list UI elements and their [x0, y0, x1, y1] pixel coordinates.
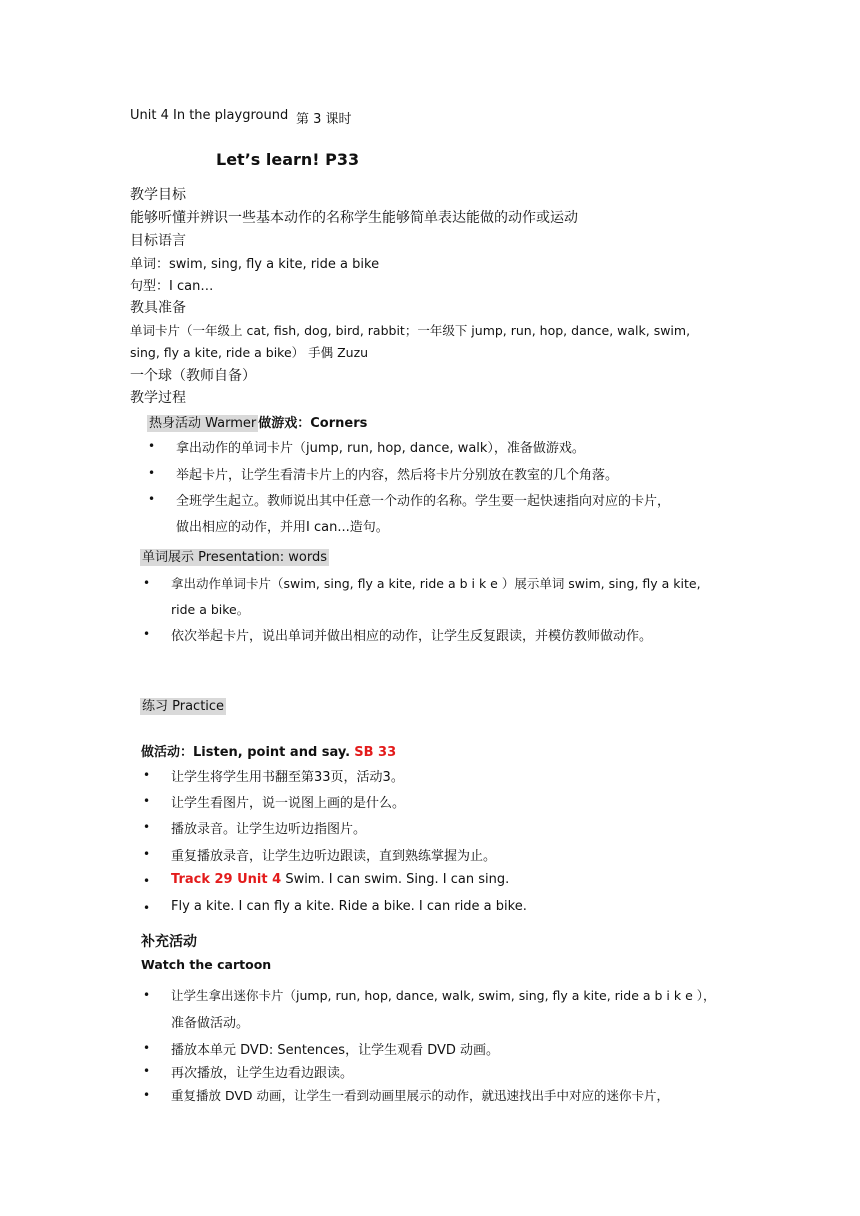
bullet: •: [143, 988, 151, 1002]
warmer-heading: [147, 412, 367, 431]
extra-step-4: 重复播放 DVD 动画，让学生一看到动画里展示的动作，就迅速找出手中对应的迷你卡片，: [171, 1088, 670, 1103]
bullet: •: [143, 576, 151, 590]
practice-step-3: 播放录音。让学生边听边指图片。: [171, 822, 367, 837]
warmer-step-2: 举起卡片，让学生看清卡片上的内容，然后将卡片分别放在教室的几个角落。: [176, 468, 619, 483]
extra-subheading: Watch the cartoon: [141, 957, 272, 972]
pattern-line: [130, 275, 213, 294]
unit-title: Unit 4 In the playground: [130, 108, 289, 123]
objectives-heading: 教学目标: [130, 187, 186, 203]
page-title: Let’s learn! P33: [216, 150, 360, 169]
words-value: swim, sing, fly a kite, ride a bike: [169, 257, 380, 272]
extra-step-1a: 让学生拿出迷你卡片（jump, run, hop, dance, walk, swim, sing, fly a kite, ride a b i k e ），: [171, 988, 716, 1003]
lesson-number: 第 3 课时: [296, 112, 352, 127]
bullet: •: [143, 820, 151, 834]
bullet: •: [143, 847, 151, 861]
presentation-step-1a: 拿出动作单词卡片（swim, sing, fly a kite, ride a b i k e ）展示单词 swim, sing, fly a kite,: [171, 576, 701, 591]
warmer-step-3b: 做出相应的动作，并用I can...造句。: [176, 520, 389, 535]
bullet: •: [143, 1088, 151, 1102]
warmer-game: 做游戏：Corners: [258, 416, 368, 431]
bullet: •: [143, 794, 151, 808]
practice-step-4: 重复播放录音，让学生边听边跟读，直到熟练掌握为止。: [171, 849, 497, 864]
practice-label: 练习 Practice: [142, 699, 225, 714]
activity-label: 做活动：Listen, point and say.: [141, 745, 351, 760]
practice-track-line: [171, 872, 509, 887]
pattern-label: 句型：: [130, 279, 170, 294]
presentation-heading: [140, 546, 329, 565]
practice-heading: [140, 695, 226, 714]
practice-step-6: Fly a kite. I can fly a kite. Ride a bike. I can ride a bike.: [171, 899, 527, 914]
extra-step-3: 再次播放，让学生边看边跟读。: [171, 1066, 354, 1081]
activity-reference: SB 33: [354, 745, 397, 760]
materials-line-1: 单词卡片（一年级上 cat, fish, dog, bird, rabbit；一年级下 jump, run, hop, dance, walk, swim,: [130, 323, 691, 338]
materials-heading: 教具准备: [130, 300, 186, 316]
process-heading: 教学过程: [130, 390, 186, 406]
words-line: [130, 253, 379, 272]
practice-step-2: 让学生看图片，说一说图上画的是什么。: [171, 796, 406, 811]
objectives-text: 能够听懂并辨识一些基本动作的名称学生能够简单表达能做的动作或运动: [130, 210, 578, 226]
bullet: •: [143, 874, 151, 888]
bullet: •: [148, 492, 156, 506]
pattern-value: I can…: [169, 279, 214, 294]
bullet: •: [143, 1041, 151, 1055]
bullet: •: [148, 439, 156, 453]
words-label: 单词：: [130, 257, 170, 272]
materials-line-3: 一个球（教师自备）: [130, 368, 256, 384]
bullet: •: [148, 466, 156, 480]
bullet: •: [143, 768, 151, 782]
presentation-step-1b: ride a bike。: [171, 602, 250, 617]
practice-step-1: 让学生将学生用书翻至第33页，活动3。: [171, 770, 404, 785]
warmer-step-3a: 全班学生起立。教师说出其中任意一个动作的名称。学生要一起快速指向对应的卡片，: [176, 494, 671, 509]
warmer-label: 热身活动 Warmer: [149, 416, 257, 431]
extra-heading: 补充活动: [141, 934, 197, 950]
presentation-label: 单词展示 Presentation: words: [142, 550, 328, 565]
bullet: •: [143, 901, 151, 915]
practice-activity: [141, 741, 396, 760]
extra-step-2: 播放本单元 DVD: Sentences，让学生观看 DVD 动画。: [171, 1043, 500, 1058]
language-heading: 目标语言: [130, 233, 186, 249]
materials-line-2: sing, fly a kite, ride a bike） 手偶 Zuzu: [130, 345, 369, 360]
track-reference: Track 29 Unit 4: [171, 872, 282, 887]
presentation-step-2: 依次举起卡片，说出单词并做出相应的动作，让学生反复跟读，并模仿教师做动作。: [171, 629, 653, 644]
warmer-step-1: 拿出动作的单词卡片（jump, run, hop, dance, walk），准备做游戏。: [176, 441, 585, 456]
extra-step-1b: 准备做活动。: [171, 1016, 250, 1031]
bullet: •: [143, 627, 151, 641]
track-text: Swim. I can swim. Sing. I can sing.: [285, 872, 510, 887]
bullet: •: [143, 1064, 151, 1078]
